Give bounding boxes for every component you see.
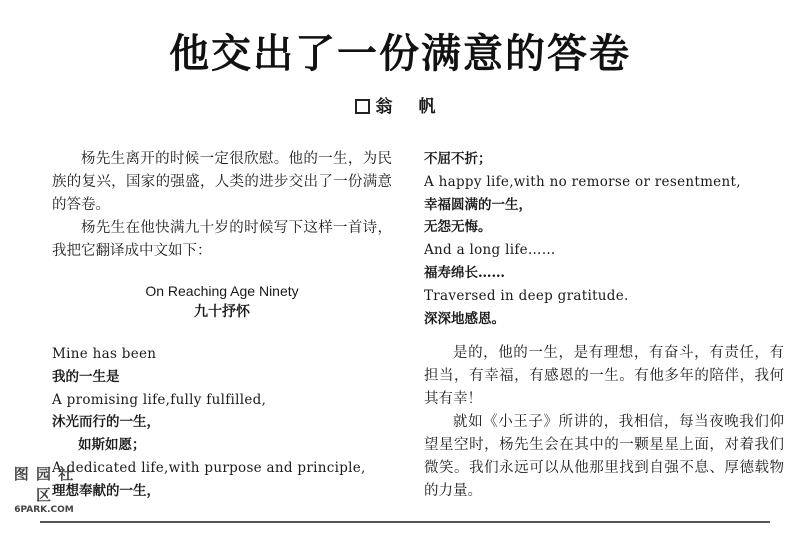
poem-line: A dedicated life,with purpose and principle, — [52, 459, 366, 476]
poem-line: 沐光而行的一生， — [52, 414, 160, 431]
spacer — [424, 330, 784, 342]
left-column — [52, 148, 392, 503]
poem-line: 如斯如愿； — [78, 437, 146, 454]
poem-title — [52, 281, 392, 323]
poem-line: And a long life…… — [424, 242, 556, 259]
poem-line: A promising life,fully fulfilled, — [52, 391, 267, 408]
poem-line: 幸福圆满的一生， — [424, 196, 532, 213]
article-title: 他交出了一份满意的答卷 — [169, 31, 631, 77]
poem-line: 不屈不折； — [424, 151, 492, 167]
poem-line: A happy life,with no remorse or resentment, — [424, 173, 741, 190]
poem-line: Traversed in deep gratitude. — [424, 287, 629, 304]
watermark-logo: 图 园 社 区 — [13, 465, 75, 504]
poem-line: Mine has been — [52, 346, 157, 362]
poem-part-one — [52, 343, 392, 503]
poem-intro-paragraph: 杨先生在他快满九十岁的时候写下这样一首诗，我把它翻译成中文如下： — [52, 220, 392, 259]
poem-line: 无怨无悔。 — [424, 219, 492, 236]
poem-line: 福寿绵长…… — [424, 264, 505, 281]
intro-paragraph: 杨先生离开的时候一定很欣慰。他的一生，为民族的复兴，国家的强盛，人类的进步交出了一份满意的答卷。 — [52, 151, 392, 213]
square-bullet-icon — [355, 99, 370, 114]
watermark-url: 6PARK.COM — [14, 505, 74, 515]
closing-paragraph-one: 是的，他的一生，是有理想，有奋斗，有责任，有担当，有幸福，有感恩的一生。有他多年的陪伴，我何其有幸！ — [424, 345, 784, 408]
bottom-divider — [40, 521, 770, 523]
author-name: 翁 帆 — [375, 97, 446, 117]
poem-part-two — [424, 148, 784, 330]
closing-paragraph-two: 就如《小王子》所讲的，我相信，每当夜晚我们仰望星空时，杨先生会在其中的一颗星星上面，对着我们微笑。我们永远可以从他那里找到自强不息、厚德载物的力量。 — [424, 414, 784, 500]
right-column — [424, 148, 784, 503]
poem-title-chinese: 九十抒怀 — [194, 304, 250, 320]
byline — [0, 92, 800, 117]
poem-title-english: On Reaching Age Ninety — [145, 283, 299, 299]
poem-line: 深深地感恩。 — [424, 310, 505, 327]
poem-line: 理想奉献的一生， — [52, 482, 160, 499]
poem-line: 我的一生是 — [52, 368, 120, 385]
site-watermark — [4, 463, 84, 515]
